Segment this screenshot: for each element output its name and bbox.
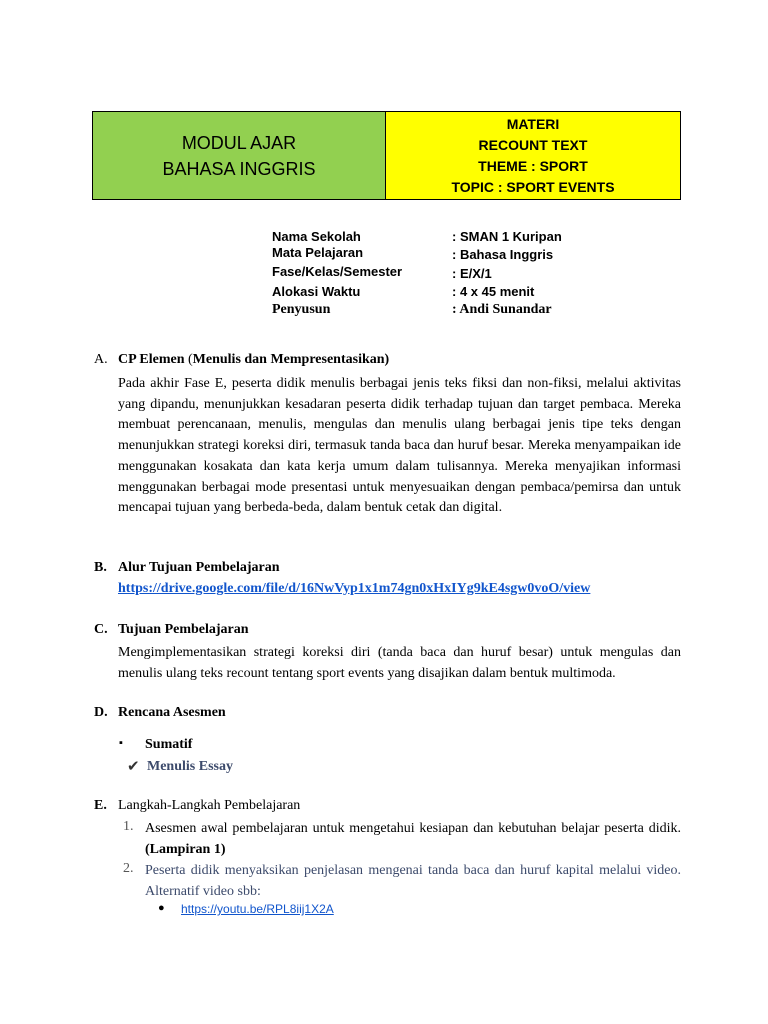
section-a-title-paren: ( — [184, 352, 193, 367]
list-item-text: Peserta didik menyaksikan penjelasan mengenai tanda baca dan huruf kapital melalui video. Alternatif video sbb: — [145, 863, 681, 899]
info-value: : E/X/1 — [452, 266, 492, 281]
header-left-line1: MODUL AJAR — [181, 132, 297, 153]
video-link[interactable]: https://youtu.be/RPL8iij1X2A — [181, 902, 334, 916]
section-d-check-text: Menulis Essay — [147, 759, 233, 774]
section-c-title: Tujuan Pembelajaran — [118, 622, 249, 637]
info-label: Fase/Kelas/Semester — [272, 264, 403, 279]
section-a-body: Pada akhir Fase E, peserta didik menulis berbagai jenis teks fiksi dan non-fiksi, melalui aktivitas yang dipandu, menunjukkan kesadaran peserta didik terhadap tujuan dan target pembaca. Mereka membuat perencanaan, menulis, mengulas dan menulis ulang berbagai jenis tipe teks dengan menunjukkan strategi koreksi diri, termasuk tanda baca dan huruf besar. Mereka menyampaikan ide menggunakan kosakata dan kata kerja umum dalam tulisannya. Mereka menyajikan informasi menggunakan berbagai mode presentasi untuk menyesuaikan dengan pembaca/pemirsa dan untuk mencapai tujuan yang berbeda-beda, dalam bentuk cetak dan digital. — [118, 376, 681, 516]
header-table — [92, 111, 681, 200]
header-right-line: THEME : SPORT — [478, 157, 588, 174]
section-b-title: Alur Tujuan Pembelajaran — [118, 560, 280, 575]
header-right-line: RECOUNT TEXT — [478, 136, 588, 153]
list-item-number: 2. — [123, 861, 134, 876]
list-item-bold: (Lampiran 1) — [145, 841, 226, 857]
info-label: Penyusun — [272, 302, 331, 317]
info-label: Alokasi Waktu — [272, 284, 361, 299]
section-e-title: Langkah-Langkah Pembelajaran — [118, 798, 301, 813]
section-a-title-main: CP Elemen — [118, 352, 185, 367]
square-bullet-icon: ▪ — [119, 737, 123, 749]
section-c-letter: C. — [94, 622, 108, 637]
round-bullet-icon: ● — [158, 902, 165, 914]
list-item — [145, 819, 681, 860]
info-value: : Bahasa Inggris — [452, 247, 554, 262]
info-value: : Andi Sunandar — [452, 302, 552, 317]
section-b-link[interactable]: https://drive.google.com/file/d/16NwVyp1x1m74gn0xHxIYg9kE4sgw0voO/view — [118, 581, 591, 596]
section-d-letter: D. — [94, 705, 108, 720]
header-right-line: TOPIC : SPORT EVENTS — [451, 178, 615, 195]
header-right-line: MATERI — [506, 115, 560, 132]
info-label: Nama Sekolah — [272, 229, 361, 244]
header-left-cell — [93, 112, 386, 199]
header-right-cell — [386, 112, 680, 199]
list-item-number: 1. — [123, 819, 134, 834]
section-d-sub-title: Sumatif — [145, 737, 193, 752]
section-a-title-sub: Menulis dan Mempresentasikan) — [192, 352, 390, 367]
header-left-line2: BAHASA INGGRIS — [162, 158, 316, 179]
section-a-letter: A. — [94, 352, 108, 367]
section-d-title: Rencana Asesmen — [118, 705, 226, 720]
list-item-text: Asesmen awal pembelajaran untuk mengetahui kesiapan dan kebutuhan belajar peserta didik. — [145, 821, 681, 836]
section-a-title — [118, 352, 389, 368]
section-e-letter: E. — [94, 798, 107, 813]
checkmark-icon: ✔ — [127, 759, 140, 775]
info-value: : SMAN 1 Kuripan — [452, 229, 562, 244]
section-b-letter: B. — [94, 560, 107, 575]
info-value: : 4 x 45 menit — [452, 284, 535, 299]
section-c-body: Mengimplementasikan strategi koreksi diri (tanda baca dan huruf besar) untuk mengulas dan menulis ulang teks recount tentang sport events yang disajikan dalam bentuk multimoda. — [118, 645, 681, 681]
info-label: Mata Pelajaran — [272, 245, 364, 260]
